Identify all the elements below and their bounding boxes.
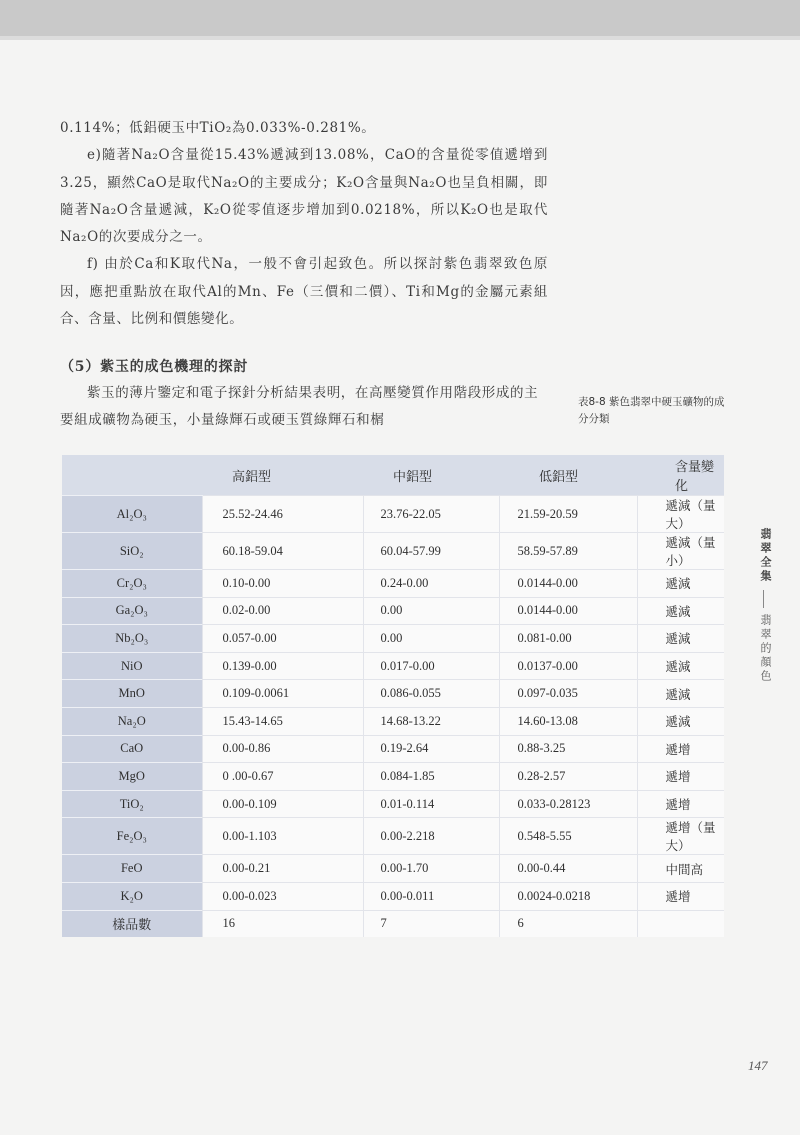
cell-trend: 遞減（量小） (637, 533, 724, 570)
row-label: K₂O (62, 882, 202, 910)
composition-table (62, 455, 724, 937)
cell-high: 60.18-59.04 (202, 533, 363, 570)
table-row (62, 855, 724, 883)
header-trend: 含量變化 (675, 460, 715, 494)
cell-mid: 0.00-0.011 (363, 882, 499, 910)
cell-low: 6 (499, 910, 637, 937)
cell-mid: 0.086-0.055 (363, 680, 499, 708)
cell-mid: 0.00 (363, 625, 499, 653)
header-mid-al: 中鋁型 (393, 469, 433, 485)
paragraph-3: f) 由於Ca和K取代Na，一般不會引起致色。所以探討紫色翡翠致色原因，應把重點放在取代Al的Mn、Fe（三價和二價）、Ti和Mg的金屬元素組合、含量、比例和價態變化。 (60, 256, 548, 328)
row-label: CaO (62, 735, 202, 763)
cell-trend: 遞減 (637, 597, 724, 625)
table-row (62, 597, 724, 625)
cell-high: 0 .00-0.67 (202, 763, 363, 791)
running-sidebar (757, 528, 779, 684)
cell-trend (637, 910, 724, 937)
cell-high: 0.10-0.00 (202, 570, 363, 598)
cell-high: 0.00-0.109 (202, 790, 363, 818)
sidebar-chapter-title: 翡翠的顏色 (759, 614, 772, 684)
cell-mid: 7 (363, 910, 499, 937)
table-caption (578, 394, 738, 428)
body-text (60, 115, 548, 333)
cell-mid: 60.04-57.99 (363, 533, 499, 570)
cell-low: 0.548-5.55 (499, 818, 637, 855)
cell-trend: 中間高 (637, 855, 724, 883)
table-row (62, 680, 724, 708)
cell-low: 0.0144-0.00 (499, 570, 637, 598)
row-label: Al₂O₃ (62, 496, 202, 533)
caption-line-2: 分分類 (578, 413, 610, 425)
cell-mid: 0.24-0.00 (363, 570, 499, 598)
cell-low: 14.60-13.08 (499, 707, 637, 735)
scan-background (0, 0, 800, 38)
cell-trend: 遞減 (637, 652, 724, 680)
row-label: NiO (62, 652, 202, 680)
cell-trend: 遞增（量大） (637, 818, 724, 855)
cell-low: 0.0024-0.0218 (499, 882, 637, 910)
section-body (60, 380, 548, 434)
table-row (62, 790, 724, 818)
row-label: 樣品數 (62, 910, 202, 937)
cell-trend: 遞增 (637, 882, 724, 910)
row-label: Ga₂O₃ (62, 597, 202, 625)
table-row (62, 735, 724, 763)
row-label: Fe₂O₃ (62, 818, 202, 855)
cell-high: 15.43-14.65 (202, 707, 363, 735)
cell-trend: 遞增 (637, 763, 724, 791)
cell-mid: 0.084-1.85 (363, 763, 499, 791)
sidebar-divider (763, 590, 764, 608)
table-row (62, 763, 724, 791)
cell-high: 0.139-0.00 (202, 652, 363, 680)
cell-high: 0.057-0.00 (202, 625, 363, 653)
cell-low: 0.0144-0.00 (499, 597, 637, 625)
section-heading: （5）紫玉的成色機理的探討 (60, 359, 249, 375)
cell-low: 21.59-20.59 (499, 496, 637, 533)
cell-high: 0.109-0.0061 (202, 680, 363, 708)
cell-mid: 0.00-2.218 (363, 818, 499, 855)
cell-high: 0.00-0.21 (202, 855, 363, 883)
cell-mid: 0.00-1.70 (363, 855, 499, 883)
header-blank (62, 455, 202, 496)
table-row (62, 625, 724, 653)
cell-mid: 0.017-0.00 (363, 652, 499, 680)
cell-high: 0.00-0.023 (202, 882, 363, 910)
table-header-row (62, 455, 724, 496)
row-label: SiO₂ (62, 533, 202, 570)
header-high-al: 高鋁型 (232, 469, 272, 485)
cell-trend: 遞減 (637, 570, 724, 598)
cell-mid: 0.19-2.64 (363, 735, 499, 763)
cell-trend: 遞減 (637, 680, 724, 708)
paragraph-1: 0.114%；低鋁硬玉中TiO₂為0.033%-0.281%。 (60, 120, 376, 136)
cell-low: 0.0137-0.00 (499, 652, 637, 680)
row-label: Cr₂O₃ (62, 570, 202, 598)
cell-mid: 14.68-13.22 (363, 707, 499, 735)
cell-high: 0.02-0.00 (202, 597, 363, 625)
cell-mid: 0.01-0.114 (363, 790, 499, 818)
page-number: 147 (748, 1058, 768, 1073)
cell-trend: 遞增 (637, 735, 724, 763)
cell-trend: 遞減 (637, 625, 724, 653)
row-label: FeO (62, 855, 202, 883)
cell-low: 0.097-0.035 (499, 680, 637, 708)
paragraph-2: e)隨著Na₂O含量從15.43%遞減到13.08%，CaO的含量從零值遞增到3.25，顯然CaO是取代Na₂O的主要成分；K₂O含量與Na₂O也呈負相關，即隨著Na₂O含量遞減，K₂O從零值逐步增加到0.0218%，所以K₂O也是取代Na₂O的次要成分之一。 (60, 147, 548, 246)
row-label: MnO (62, 680, 202, 708)
row-label: TiO₂ (62, 790, 202, 818)
cell-low: 0.28-2.57 (499, 763, 637, 791)
caption-line-1: 表8-8 紫色翡翠中硬玉礦物的成 (578, 396, 725, 408)
row-label: Nb₂O₃ (62, 625, 202, 653)
table-row (62, 818, 724, 855)
cell-trend: 遞減（量大） (637, 496, 724, 533)
cell-trend: 遞減 (637, 707, 724, 735)
cell-low: 58.59-57.89 (499, 533, 637, 570)
table-row (62, 707, 724, 735)
cell-high: 0.00-0.86 (202, 735, 363, 763)
table-row (62, 570, 724, 598)
row-label: MgO (62, 763, 202, 791)
table-row-sample-count (62, 910, 724, 937)
table-row (62, 533, 724, 570)
table-row (62, 652, 724, 680)
table-row (62, 496, 724, 533)
cell-high: 25.52-24.46 (202, 496, 363, 533)
cell-low: 0.00-0.44 (499, 855, 637, 883)
cell-trend: 遞增 (637, 790, 724, 818)
cell-mid: 0.00 (363, 597, 499, 625)
cell-mid: 23.76-22.05 (363, 496, 499, 533)
row-label: Na₂O (62, 707, 202, 735)
cell-high: 16 (202, 910, 363, 937)
cell-low: 0.033-0.28123 (499, 790, 637, 818)
cell-high: 0.00-1.103 (202, 818, 363, 855)
sidebar-book-title: 翡翠全集 (759, 528, 772, 584)
header-low-al: 低鋁型 (539, 469, 579, 485)
cell-low: 0.88-3.25 (499, 735, 637, 763)
section-paragraph: 紫玉的薄片鑒定和電子探針分析結果表明，在高壓變質作用階段形成的主要組成礦物為硬玉，小量綠輝石或硬玉質綠輝石和榍 (60, 385, 539, 428)
cell-low: 0.081-0.00 (499, 625, 637, 653)
table-row (62, 882, 724, 910)
